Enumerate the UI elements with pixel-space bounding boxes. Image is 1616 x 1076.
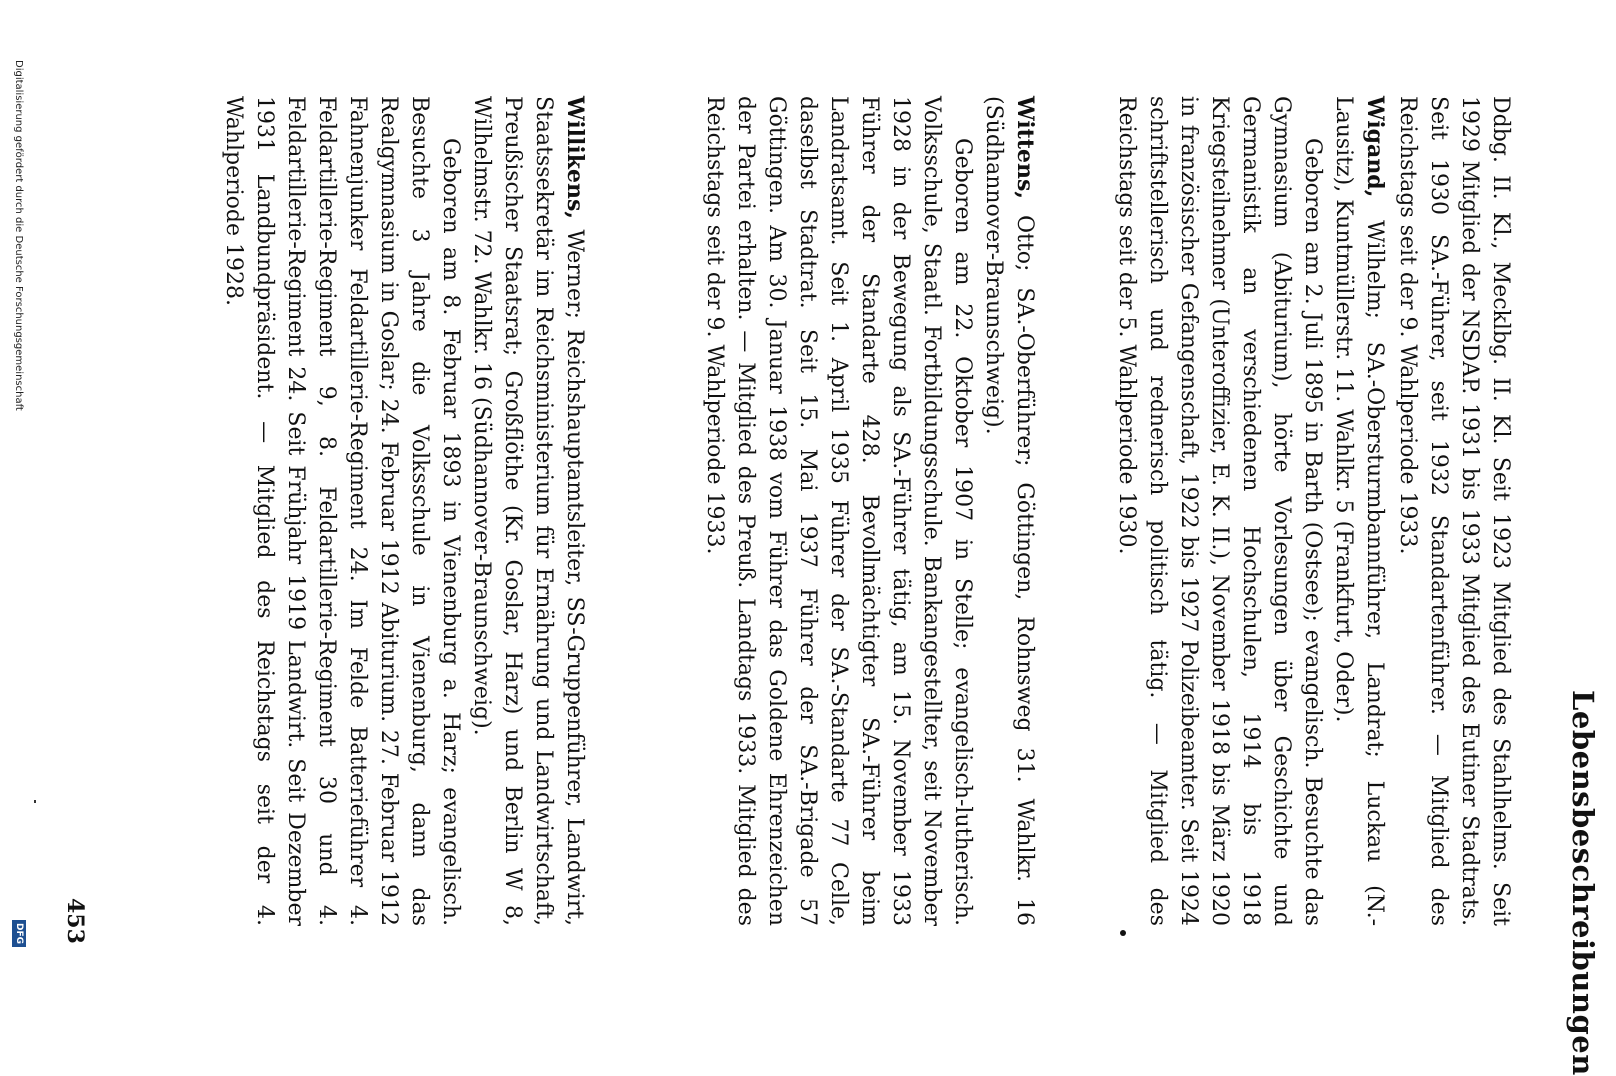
entry-headline [466, 96, 590, 926]
digitization-note: Digitalisierung gefördert durch die Deutsche Forschungsgemeinschaft [13, 60, 24, 411]
page-number: 453 [62, 898, 88, 944]
entry-headline [1328, 96, 1390, 926]
entry-name: Wittens, [1012, 96, 1038, 200]
biography-entry-continued [1392, 96, 1516, 926]
stray-mark [1120, 930, 1126, 936]
entry-headline-text: Wilhelm; SA.-Obersturmbannführer, Landrat; Luckau (N.-Lausitz), Kuntmüllerstr. 11. Wahlkr. 5 (Frankfurt, Oder). [1331, 96, 1387, 926]
entry-headline-text: Otto; SA.-Oberführer; Göttingen, Rohnsweg 31. Wahlkr. 16 (Südhannover-Braunschweig). [981, 96, 1037, 926]
biography-entry-wigand [1111, 96, 1390, 926]
entry-paragraph: Geboren am 8. Februar 1893 in Vienenburg a. Harz; evangelisch. Besuchte 3 Jahre die Volksschule in Vienenburg, dann das Realgymnasium in Goslar; 24. Februar 1912 Abiturium. 27. Februar 1912 Fahnenjunker Feldartillerie-Regiment 24. Im Felde Batterieführer 4. Feldartillerie-Regiment 9, 8. Feldartillerie-Regiment 30 und 4. Feldartillerie-Regiment 24. Seit Frühjahr 1919 Landwirt. Seit Dezember 1931 Landbundpräsident. — Mitglied des Reichstags seit der 4. Wahlperiode 1928. [221, 96, 463, 926]
dfg-logo: DFG [12, 920, 26, 947]
section-title: Lebensbeschreibungen [1566, 690, 1600, 1076]
entry-headline [978, 96, 1040, 926]
entry-name: Wigand, [1362, 96, 1388, 198]
entry-headline-text: Werner; Reichshauptamtsleiter, SS-Gruppenführer, Landwirt, Staatssekretär im Reichsministerium für Ernährung und Landwirtschaft, Preußischer Staatsrat; Großflöthe (Kr. Goslar, Harz) und Berlin W 8, Wilhelmstr. 72. Wahlkr. 16 (Südhannover-Braunschweig). [469, 96, 587, 926]
entry-name: Willikens, [562, 96, 588, 220]
biography-entry-willikens [218, 96, 590, 926]
stray-mark [34, 800, 36, 803]
biography-entry-wittens [699, 96, 1040, 926]
entry-paragraph: Geboren am 22. Oktober 1907 in Stelle; evangelisch-lutherisch. Volksschule, Staatl. Fortbildungsschule. Bankangestellter, seit November 1928 in der Bewegung als SA.-Führer tätig, am 15. November 1933 Führer der Standarte 428. Bevollmächtigter SA.-Führer beim Landratsamt. Seit 1. April 1935 Führer der SA.-Standarte 77 Celle, daselbst Stadtrat. Seit 15. Mai 1937 Führer der SA.-Brigade 57 Göttingen. Am 30. Januar 1938 vom Führer das Goldene Ehrenzeichen der Partei erhalten. — Mitglied des Preuß. Landtags 1933. Mitglied des Reichstags seit der 9. Wahlperiode 1933. [702, 96, 975, 926]
entry-paragraph: Geboren am 2. Juli 1895 in Barth (Ostsee); evangelisch. Besuchte das Gymnasium (Abiturium), hörte Vorlesungen über Geschichte und Germanistik an verschiedenen Hochschulen, 1914 bis 1918 Kriegsteilnehmer (Unteroffizier, E. K. II.), November 1918 bis März 1920 in französischer Gefangenschaft, 1922 bis 1927 Polizeibeamter. Seit 1924 schriftstellerisch und rednerisch politisch tätig. — Mitglied des Reichstags seit der 5. Wahlperiode 1930. [1114, 96, 1325, 926]
entry-paragraph: Ddbg. II. Kl., Mecklbg. II. Kl. Seit 1923 Mitglied des Stahlhelms. Seit 1929 Mitglied der NSDAP. 1931 bis 1933 Mitglied des Eutiner Stadtrats. Seit 1930 SA.-Führer, seit 1932 Standartenführer. — Mitglied des Reichstags seit der 9. Wahlperiode 1933. [1395, 96, 1513, 926]
